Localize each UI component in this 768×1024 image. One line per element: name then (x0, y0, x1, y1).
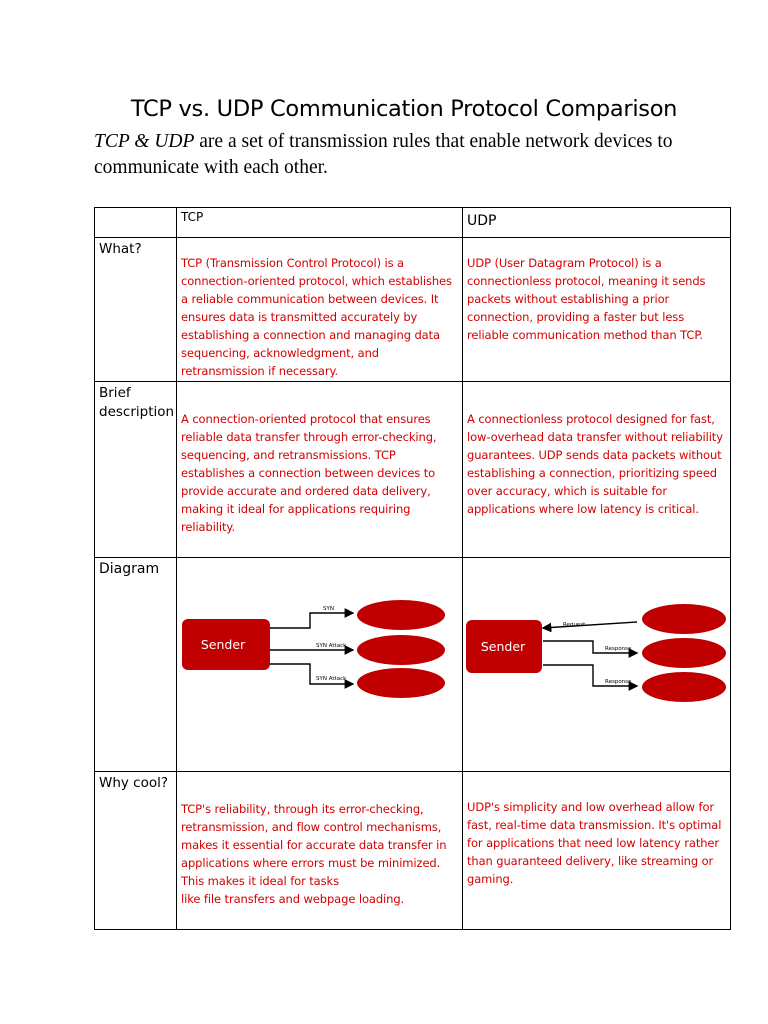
row-why (95, 772, 731, 930)
intro-text: are a set of transmission rules that enable network devices to communicate with each other. (94, 131, 673, 178)
udp-arrow-request (543, 622, 637, 628)
comparison-table (94, 207, 731, 930)
brief-udp-text: A connectionless protocol designed for fast, low-overhead data transfer without reliability guarantees. UDP sends data packets without establishing a connection, prioritizing speed over accuracy, which is suitable for applications where low latency is critical. (463, 382, 731, 558)
udp-arrow-response-2-label: Response (605, 679, 632, 685)
udp-arrow-request-label: Request (563, 622, 586, 628)
header-udp: UDP (463, 208, 731, 238)
what-udp-text: UDP (User Datagram Protocol) is a connectionless protocol, meaning it sends packets without establishing a prior connection, providing a faster but less reliable communication method than TCP. (463, 238, 731, 382)
row-diagram (95, 558, 731, 772)
tcp-sender-label: Sender (200, 637, 246, 652)
tcp-arrow-syn-label: SYN (323, 606, 334, 612)
tcp-receiver-2 (357, 635, 445, 665)
header-row (95, 208, 731, 238)
what-tcp-text: TCP (Transmission Control Protocol) is a connection-oriented protocol, which establishes a reliable communication between devices. It ensures data is transmitted accurately by establishing a connection and managing data sequencing, acknowledgment, and retransmission if necessary. (177, 238, 463, 382)
tcp-arrow-attack-2-label: SYN Attack (316, 676, 347, 682)
row-what (95, 238, 731, 382)
intro-paragraph (94, 129, 714, 181)
intro-emphasis: TCP & UDP (94, 131, 195, 152)
row-label-diagram: Diagram (95, 558, 177, 772)
why-udp-text: UDP's simplicity and low overhead allow for fast, real-time data transmission. It's optimal for applications that need low latency rather than guaranteed delivery, like streaming or gaming. (463, 772, 731, 930)
row-label-why: Why cool? (95, 772, 177, 930)
udp-receiver-2 (642, 638, 726, 668)
row-label-what: What? (95, 238, 177, 382)
tcp-diagram (177, 558, 461, 771)
brief-tcp-text: A connection-oriented protocol that ensures reliable data transfer through error-checking, sequencing, and retransmissions. TCP establishes a connection between devices to provide accurate and ordered data delivery, making it ideal for applications requiring reliability. (177, 382, 463, 558)
udp-diagram-cell (463, 558, 731, 772)
row-label-brief: Brief description (95, 382, 177, 558)
tcp-arrow-syn (270, 613, 353, 628)
tcp-arrow-attack-1-label: SYN Attack (316, 643, 347, 649)
header-tcp: TCP (177, 208, 463, 238)
udp-sender-label: Sender (480, 639, 526, 654)
udp-receiver-3 (642, 672, 726, 702)
tcp-diagram-cell (177, 558, 463, 772)
udp-arrow-response-1-label: Response (605, 646, 632, 652)
udp-diagram (463, 558, 729, 771)
tcp-receiver-3 (357, 668, 445, 698)
page-title: TCP vs. UDP Communication Protocol Comparison (130, 96, 678, 122)
udp-receiver-1 (642, 604, 726, 634)
header-empty-cell (95, 208, 177, 238)
row-brief (95, 382, 731, 558)
why-tcp-text: TCP's reliability, through its error-checking, retransmission, and flow control mechanisms, makes it essential for accurate data transfer in applications where errors must be minimized. This makes it ideal for tasks like file transfers and webpage loading. (177, 772, 463, 930)
tcp-receiver-1 (357, 600, 445, 630)
